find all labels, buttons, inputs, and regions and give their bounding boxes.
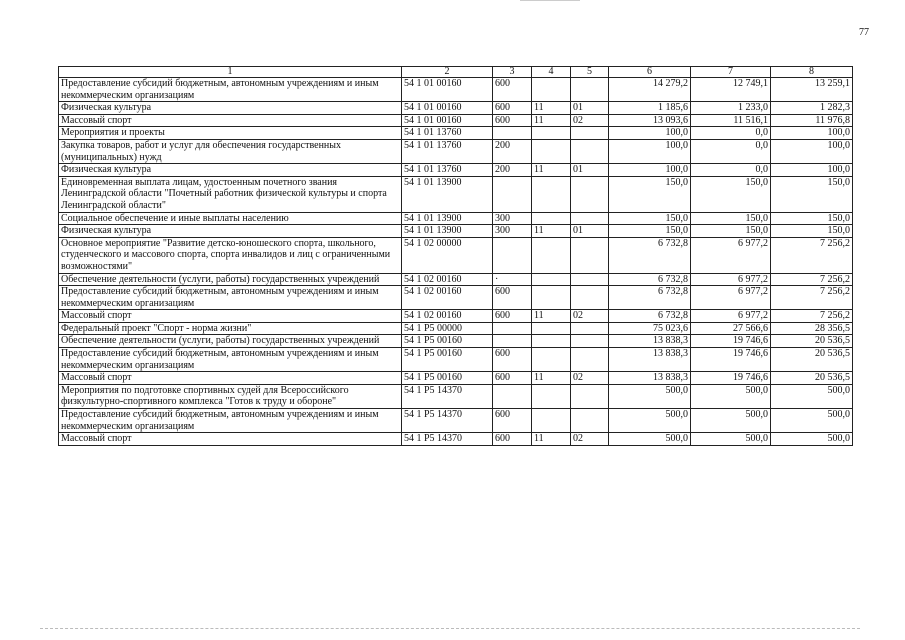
cell-code: 54 1 P5 00000 xyxy=(402,322,493,335)
cell-v6: 150,0 xyxy=(609,225,691,238)
cell-c3: 600 xyxy=(493,102,532,115)
cell-c3: 600 xyxy=(493,372,532,385)
cell-name: Массовый спорт xyxy=(59,372,402,385)
cell-v6: 100,0 xyxy=(609,164,691,177)
cell-name: Предоставление субсидий бюджетным, автономным учреждениям и иным некоммерческим организациям xyxy=(59,78,402,102)
cell-v6: 6 732,8 xyxy=(609,310,691,323)
cell-v6: 6 732,8 xyxy=(609,273,691,286)
cell-c5: 02 xyxy=(571,310,609,323)
column-header: 5 xyxy=(571,67,609,78)
cell-v8: 1 282,3 xyxy=(771,102,853,115)
cell-v8: 150,0 xyxy=(771,212,853,225)
cell-v8: 500,0 xyxy=(771,433,853,446)
cell-c3: 200 xyxy=(493,139,532,163)
cell-v6: 100,0 xyxy=(609,127,691,140)
cell-v7: 500,0 xyxy=(691,384,771,408)
cell-c5 xyxy=(571,286,609,310)
cell-v7: 19 746,6 xyxy=(691,335,771,348)
table-header-row xyxy=(59,67,853,78)
cell-v6: 6 732,8 xyxy=(609,237,691,273)
cell-v6: 100,0 xyxy=(609,139,691,163)
cell-v7: 0,0 xyxy=(691,139,771,163)
cell-code: 54 1 02 00000 xyxy=(402,237,493,273)
cell-v8: 7 256,2 xyxy=(771,310,853,323)
cell-code: 54 1 01 13760 xyxy=(402,139,493,163)
cell-c5 xyxy=(571,322,609,335)
cell-c4 xyxy=(532,335,571,348)
column-header: 2 xyxy=(402,67,493,78)
cell-c5: 01 xyxy=(571,164,609,177)
cell-c3 xyxy=(493,176,532,212)
cell-v7: 19 746,6 xyxy=(691,348,771,372)
cell-c5 xyxy=(571,127,609,140)
cell-name: Обеспечение деятельности (услуги, работы) государственных учреждений xyxy=(59,273,402,286)
cell-v7: 6 977,2 xyxy=(691,310,771,323)
cell-c5: 02 xyxy=(571,372,609,385)
column-header: 8 xyxy=(771,67,853,78)
cell-c4: 11 xyxy=(532,164,571,177)
cell-v8: 20 536,5 xyxy=(771,348,853,372)
cell-name: Предоставление субсидий бюджетным, автономным учреждениям и иным некоммерческим организациям xyxy=(59,348,402,372)
cell-c4 xyxy=(532,78,571,102)
cell-c5: 02 xyxy=(571,433,609,446)
cell-c5 xyxy=(571,237,609,273)
cell-name: Федеральный проект "Спорт - норма жизни" xyxy=(59,322,402,335)
cell-c5 xyxy=(571,176,609,212)
cell-c5 xyxy=(571,384,609,408)
cell-code: 54 1 P5 14370 xyxy=(402,409,493,433)
cell-v8: 7 256,2 xyxy=(771,286,853,310)
column-header: 7 xyxy=(691,67,771,78)
cell-v8: 20 536,5 xyxy=(771,335,853,348)
cell-c3 xyxy=(493,322,532,335)
column-header: 1 xyxy=(59,67,402,78)
table-row xyxy=(59,322,853,335)
cell-v7: 11 516,1 xyxy=(691,114,771,127)
cell-c4 xyxy=(532,322,571,335)
cell-code: 54 1 P5 14370 xyxy=(402,433,493,446)
table-row xyxy=(59,114,853,127)
cell-v7: 19 746,6 xyxy=(691,372,771,385)
cell-code: 54 1 01 13760 xyxy=(402,164,493,177)
column-header: 4 xyxy=(532,67,571,78)
cell-c4: 11 xyxy=(532,225,571,238)
cell-code: 54 1 P5 00160 xyxy=(402,335,493,348)
cell-name: Физическая культура xyxy=(59,102,402,115)
cell-c3: 600 xyxy=(493,78,532,102)
cell-v7: 0,0 xyxy=(691,164,771,177)
cell-c3 xyxy=(493,127,532,140)
cell-c4: 11 xyxy=(532,310,571,323)
cell-c5: 02 xyxy=(571,114,609,127)
cell-name: Обеспечение деятельности (услуги, работы) государственных учреждений xyxy=(59,335,402,348)
cell-code: 54 1 01 13900 xyxy=(402,176,493,212)
table-row xyxy=(59,310,853,323)
cell-v7: 500,0 xyxy=(691,433,771,446)
cell-c4 xyxy=(532,237,571,273)
cell-v8: 500,0 xyxy=(771,409,853,433)
column-header: 3 xyxy=(493,67,532,78)
cell-c3: 200 xyxy=(493,164,532,177)
cell-v6: 1 185,6 xyxy=(609,102,691,115)
cell-code: 54 1 01 00160 xyxy=(402,102,493,115)
table-row xyxy=(59,433,853,446)
table-row xyxy=(59,139,853,163)
cell-c3: 600 xyxy=(493,409,532,433)
cell-code: 54 1 01 00160 xyxy=(402,114,493,127)
cell-v8: 20 536,5 xyxy=(771,372,853,385)
cell-code: 54 1 01 13760 xyxy=(402,127,493,140)
table-row xyxy=(59,273,853,286)
cell-c4: 11 xyxy=(532,433,571,446)
cell-c3: 600 xyxy=(493,114,532,127)
cell-name: Физическая культура xyxy=(59,225,402,238)
column-header: 6 xyxy=(609,67,691,78)
cell-c4 xyxy=(532,273,571,286)
cell-code: 54 1 P5 00160 xyxy=(402,372,493,385)
cell-c4: 11 xyxy=(532,372,571,385)
cell-c4 xyxy=(532,409,571,433)
cell-c3: 300 xyxy=(493,212,532,225)
cell-v8: 100,0 xyxy=(771,164,853,177)
cell-v8: 7 256,2 xyxy=(771,273,853,286)
cell-name: Массовый спорт xyxy=(59,114,402,127)
budget-table xyxy=(58,66,853,446)
cell-v6: 13 838,3 xyxy=(609,372,691,385)
page-number: 77 xyxy=(859,27,869,38)
cell-v6: 13 838,3 xyxy=(609,335,691,348)
scan-artifact-line xyxy=(40,628,860,629)
cell-v6: 14 279,2 xyxy=(609,78,691,102)
cell-v6: 500,0 xyxy=(609,433,691,446)
cell-name: Социальное обеспечение и иные выплаты населению xyxy=(59,212,402,225)
cell-v7: 27 566,6 xyxy=(691,322,771,335)
table-row xyxy=(59,225,853,238)
cell-v8: 7 256,2 xyxy=(771,237,853,273)
table-row xyxy=(59,335,853,348)
cell-code: 54 1 01 00160 xyxy=(402,78,493,102)
table-row xyxy=(59,409,853,433)
table-row xyxy=(59,372,853,385)
cell-c3: 600 xyxy=(493,286,532,310)
cell-c5 xyxy=(571,409,609,433)
cell-v7: 500,0 xyxy=(691,409,771,433)
cell-code: 54 1 P5 00160 xyxy=(402,348,493,372)
scan-artifact-line xyxy=(520,0,580,1)
cell-c3 xyxy=(493,237,532,273)
cell-c5: 01 xyxy=(571,225,609,238)
cell-name: Мероприятия по подготовке спортивных судей для Всероссийского физкультурно-спортивного комплекса "Готов к труду и обороне" xyxy=(59,384,402,408)
cell-c4: 11 xyxy=(532,102,571,115)
table-row xyxy=(59,348,853,372)
cell-v7: 0,0 xyxy=(691,127,771,140)
table-row xyxy=(59,286,853,310)
table-row xyxy=(59,78,853,102)
cell-v8: 150,0 xyxy=(771,176,853,212)
cell-c4 xyxy=(532,176,571,212)
cell-c3: 600 xyxy=(493,310,532,323)
cell-c3: 600 xyxy=(493,433,532,446)
cell-v8: 150,0 xyxy=(771,225,853,238)
cell-c5 xyxy=(571,273,609,286)
cell-code: 54 1 02 00160 xyxy=(402,286,493,310)
cell-v8: 13 259,1 xyxy=(771,78,853,102)
cell-v7: 6 977,2 xyxy=(691,286,771,310)
cell-c5 xyxy=(571,212,609,225)
cell-code: 54 1 01 13900 xyxy=(402,212,493,225)
cell-v8: 500,0 xyxy=(771,384,853,408)
cell-v6: 150,0 xyxy=(609,212,691,225)
cell-c4 xyxy=(532,139,571,163)
cell-name: Основное мероприятие "Развитие детско-юношеского спорта, школьного, студенческого и массового спорта, спорта инвалидов и лиц с ограниченными возможностями" xyxy=(59,237,402,273)
table-row xyxy=(59,164,853,177)
cell-code: 54 1 01 13900 xyxy=(402,225,493,238)
cell-v8: 28 356,5 xyxy=(771,322,853,335)
cell-c4 xyxy=(532,212,571,225)
cell-name: Единовременная выплата лицам, удостоенным почетного звания Ленинградской области "Почетный работник физической культуры и спорта Ленинградской области" xyxy=(59,176,402,212)
cell-v7: 6 977,2 xyxy=(691,237,771,273)
cell-v7: 6 977,2 xyxy=(691,273,771,286)
table-row xyxy=(59,176,853,212)
cell-v6: 13 093,6 xyxy=(609,114,691,127)
cell-c4 xyxy=(532,127,571,140)
cell-v6: 13 838,3 xyxy=(609,348,691,372)
cell-c3 xyxy=(493,384,532,408)
table-row xyxy=(59,127,853,140)
cell-c5 xyxy=(571,335,609,348)
cell-c5 xyxy=(571,139,609,163)
cell-v6: 500,0 xyxy=(609,409,691,433)
cell-name: Массовый спорт xyxy=(59,433,402,446)
cell-v7: 150,0 xyxy=(691,225,771,238)
cell-v8: 100,0 xyxy=(771,127,853,140)
cell-c5 xyxy=(571,348,609,372)
cell-code: 54 1 02 00160 xyxy=(402,310,493,323)
table-row xyxy=(59,102,853,115)
cell-v7: 150,0 xyxy=(691,212,771,225)
cell-c5: 01 xyxy=(571,102,609,115)
table-row xyxy=(59,212,853,225)
cell-code: 54 1 P5 14370 xyxy=(402,384,493,408)
cell-c4 xyxy=(532,286,571,310)
table-row xyxy=(59,384,853,408)
cell-v6: 75 023,6 xyxy=(609,322,691,335)
cell-v6: 150,0 xyxy=(609,176,691,212)
cell-c3 xyxy=(493,335,532,348)
cell-v6: 6 732,8 xyxy=(609,286,691,310)
cell-v6: 500,0 xyxy=(609,384,691,408)
cell-c4: 11 xyxy=(532,114,571,127)
cell-name: Физическая культура xyxy=(59,164,402,177)
cell-c3: 600 xyxy=(493,348,532,372)
cell-name: Предоставление субсидий бюджетным, автономным учреждениям и иным некоммерческим организациям xyxy=(59,286,402,310)
cell-v7: 12 749,1 xyxy=(691,78,771,102)
cell-v7: 1 233,0 xyxy=(691,102,771,115)
cell-name: Массовый спорт xyxy=(59,310,402,323)
cell-name: Предоставление субсидий бюджетным, автономным учреждениям и иным некоммерческим организациям xyxy=(59,409,402,433)
cell-name: Закупка товаров, работ и услуг для обеспечения государственных (муниципальных) нужд xyxy=(59,139,402,163)
cell-name: Мероприятия и проекты xyxy=(59,127,402,140)
cell-c3: · xyxy=(493,273,532,286)
cell-c5 xyxy=(571,78,609,102)
cell-c3: 300 xyxy=(493,225,532,238)
cell-code: 54 1 02 00160 xyxy=(402,273,493,286)
table-row xyxy=(59,237,853,273)
cell-c4 xyxy=(532,348,571,372)
cell-v7: 150,0 xyxy=(691,176,771,212)
cell-c4 xyxy=(532,384,571,408)
cell-v8: 100,0 xyxy=(771,139,853,163)
cell-v8: 11 976,8 xyxy=(771,114,853,127)
